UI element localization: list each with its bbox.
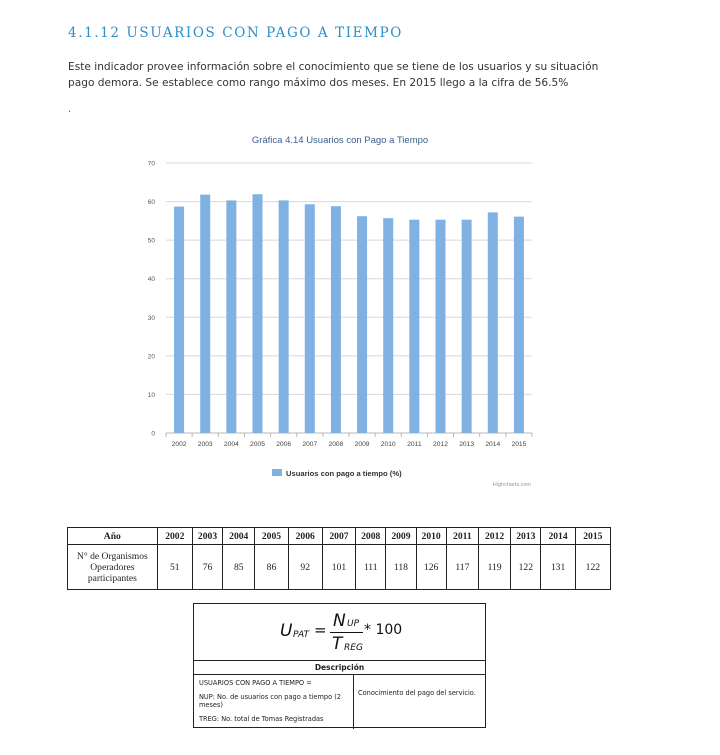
bar [383, 218, 393, 433]
bar [409, 220, 419, 433]
fraction-bar [330, 632, 363, 633]
x-tick-label: 2008 [328, 441, 344, 448]
bar [488, 212, 498, 433]
header-year-label: Año [68, 528, 158, 545]
bar [305, 204, 315, 433]
x-tick-label: 2014 [485, 441, 501, 448]
row-label-line: Operadores [90, 561, 135, 573]
x-tick-label: 2012 [433, 441, 448, 448]
header-year: 2004 [223, 528, 255, 545]
table-cell: 101 [322, 545, 355, 590]
row-label-line: N° de Organismos [76, 550, 148, 562]
y-tick-label: 70 [147, 160, 155, 168]
section-heading: 4.1.12 USUARIOS CON PAGO A TIEMPO [68, 25, 403, 41]
table-cell: 118 [386, 545, 416, 590]
formula-denominator: T [332, 634, 343, 654]
header-year: 2012 [478, 528, 510, 545]
y-tick-label: 40 [147, 276, 155, 284]
bar [331, 206, 341, 433]
header-year: 2010 [416, 528, 446, 545]
legend-swatch [272, 469, 282, 476]
row-label-line: participantes [87, 572, 137, 584]
intro-paragraph: Este indicador provee información sobre el conocimiento que se tiene de los usuarios y su situación pago demora. Se establece como rango máximo dos meses. En 2015 llego a la cifra de 56.5% [68, 61, 599, 89]
header-year: 2011 [446, 528, 478, 545]
bar [436, 220, 446, 433]
x-tick-label: 2003 [197, 441, 213, 448]
header-year: 2002 [157, 528, 192, 545]
formula-line: TREG: No. total de Tomas Registradas [199, 715, 324, 723]
formula-line: NUP: No. de usuarios con pago a tiempo (2 meses) [199, 693, 341, 709]
formula-lhs: U [280, 621, 293, 641]
header-year: 2008 [356, 528, 386, 545]
table-cell: 119 [478, 545, 510, 590]
formula-expression [194, 604, 485, 661]
organisms-table [67, 527, 611, 590]
y-tick-label: 50 [147, 237, 155, 245]
x-tick-label: 2013 [459, 441, 475, 448]
y-tick-label: 60 [147, 199, 155, 207]
y-tick-label: 10 [147, 391, 155, 399]
y-tick-label: 30 [147, 314, 155, 322]
header-year: 2005 [255, 528, 288, 545]
x-tick-label: 2009 [354, 441, 370, 448]
table-cell: 131 [541, 545, 575, 590]
x-tick-label: 2015 [511, 441, 527, 448]
formula-description [194, 675, 485, 729]
table-cell: 117 [446, 545, 478, 590]
header-year: 2014 [541, 528, 575, 545]
stray-dot: . [68, 104, 72, 115]
bar [226, 200, 236, 433]
legend-label: Usuarios con pago a tiempo (%) [286, 469, 402, 478]
header-year: 2009 [386, 528, 416, 545]
header-year: 2003 [192, 528, 222, 545]
table-header-row [68, 528, 611, 545]
row-label [68, 545, 158, 590]
y-tick-label: 20 [147, 353, 155, 361]
chart-credit: Highcharts.com [492, 482, 531, 488]
bar [174, 207, 184, 433]
header-year: 2013 [511, 528, 541, 545]
x-tick-label: 2007 [302, 441, 318, 448]
formula-denominator-sub: REG [344, 643, 363, 653]
formula-line: USUARIOS CON PAGO A TIEMPO = [199, 679, 312, 687]
bar [279, 200, 289, 433]
bar [357, 216, 367, 433]
x-tick-label: 2010 [380, 441, 396, 448]
y-tick-label: 0 [151, 430, 155, 438]
x-tick-label: 2011 [407, 441, 422, 448]
table-cell: 85 [223, 545, 255, 590]
formula-equals: = [314, 621, 327, 639]
formula-multiplier: * 100 [364, 622, 403, 638]
header-year: 2015 [575, 528, 610, 545]
table-cell: 86 [255, 545, 288, 590]
x-tick-label: 2002 [171, 441, 187, 448]
formula-box [193, 603, 486, 728]
bar [514, 217, 524, 433]
formula-variables [194, 675, 354, 729]
table-cell: 126 [416, 545, 446, 590]
formula-description-label: Descripción [194, 661, 485, 675]
x-tick-label: 2004 [223, 441, 239, 448]
header-year: 2007 [322, 528, 355, 545]
table-cell: 92 [288, 545, 322, 590]
header-year: 2006 [288, 528, 322, 545]
formula-lhs-sub: PAT [293, 630, 309, 640]
table-cell: 51 [157, 545, 192, 590]
chart-grid [166, 163, 532, 433]
y-axis-ticks [148, 161, 156, 438]
chart-bars [174, 194, 524, 433]
x-tick-label: 2005 [250, 441, 265, 448]
x-tick-label: 2006 [276, 441, 292, 448]
table-row [68, 545, 611, 590]
table-cell: 76 [192, 545, 222, 590]
formula-meaning: Conocimiento del pago del servicio. [358, 689, 476, 697]
bar [462, 220, 472, 433]
bar [253, 194, 263, 433]
x-axis-ticks [166, 433, 532, 448]
chart-title: Gráfica 4.14 Usuarios con Pago a Tiempo [251, 135, 429, 146]
table-cell: 122 [511, 545, 541, 590]
table-cell: 111 [356, 545, 386, 590]
formula-numerator: N [333, 611, 346, 631]
formula-numerator-sub: UP [347, 619, 360, 629]
table-cell: 122 [575, 545, 610, 590]
bar [200, 195, 210, 433]
